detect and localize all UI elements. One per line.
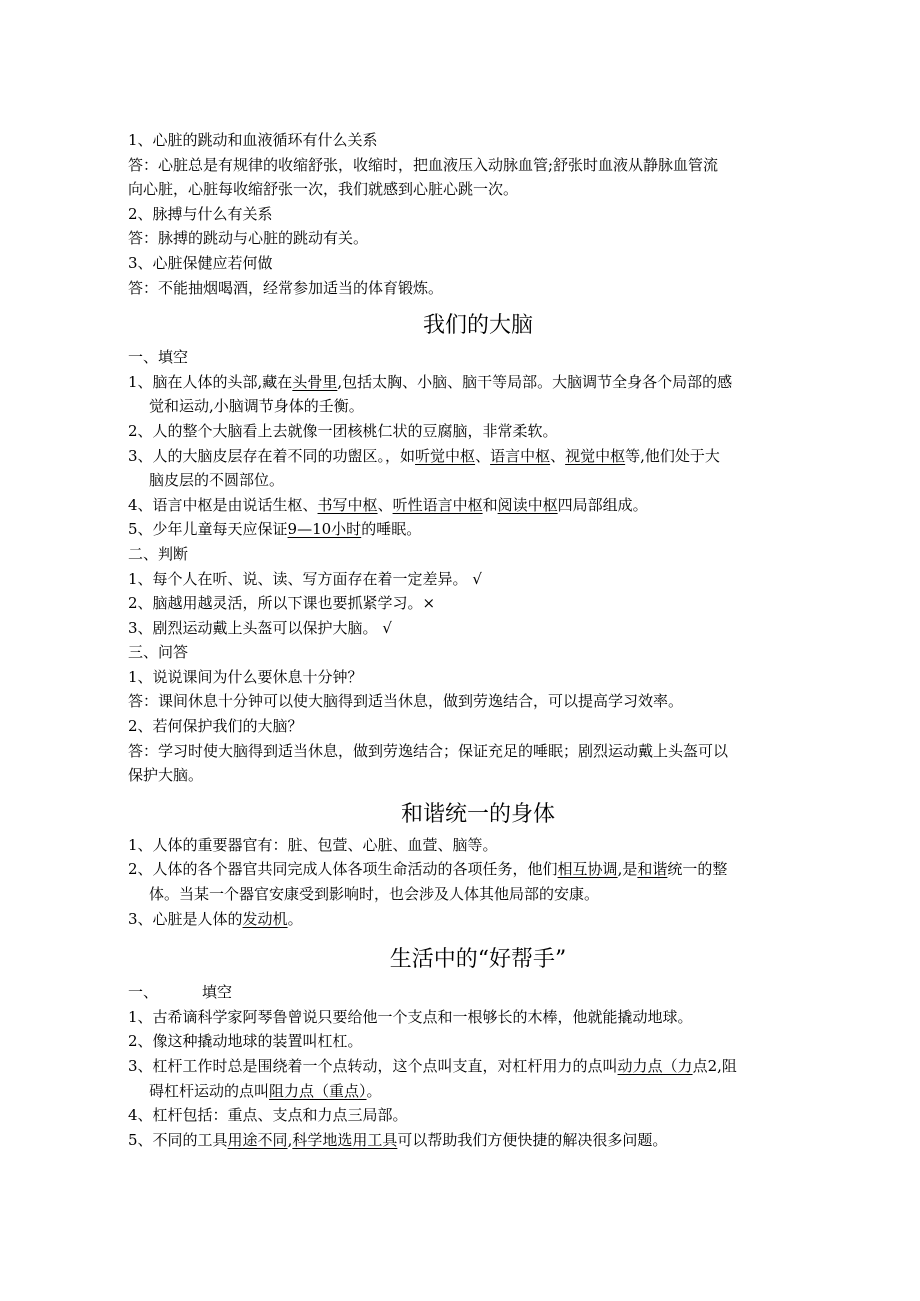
text: 四局部组成。	[557, 495, 648, 514]
heart-answer-2: 答：脉搏的跳动与心脏的跳动有关。	[128, 229, 369, 248]
life-helper-section	[128, 945, 828, 1152]
text: 4、语言中枢是由说话生枢、	[128, 495, 318, 514]
brain-fill-item-2: 2、人的整个大脑看上去就像一团核桃仁状的豆腐脑，非常柔软。	[128, 421, 558, 440]
text: ,	[287, 1130, 293, 1149]
answer-underline: 动力点（力	[617, 1057, 693, 1075]
brain-qa-heading: 三、问答	[128, 643, 189, 662]
body-section	[128, 800, 828, 931]
heart-question-3: 3、心脏保健应若何做	[128, 253, 273, 272]
life-item-3	[128, 1054, 828, 1079]
brain-fill-item-1	[128, 370, 828, 395]
text: 1、脑在人体的头部,藏在	[128, 372, 293, 391]
brain-fill-item-3-cont: 脑皮层的不圆部位。	[149, 471, 285, 490]
answer-underline: 和谐	[637, 860, 668, 879]
text: 2、人体的各个器官共同完成人体各项生命活动的各项任务，他们	[128, 860, 558, 879]
text: 3、心脏是人体的	[128, 909, 243, 928]
heading-label: 填空	[202, 983, 233, 1002]
answer-underline: 阻力点（重点）	[269, 1081, 367, 1100]
answer-underline: 用途不同	[227, 1130, 288, 1149]
brain-fill-item-1-cont: 觉和运动,小脑调节身体的壬衡。	[149, 397, 364, 416]
answer-underline: 9—10小时	[287, 520, 362, 539]
heart-question-2: 2、脉搏与什么有关系	[128, 204, 273, 223]
text: 、	[550, 446, 566, 465]
life-item-5	[128, 1128, 828, 1153]
brain-answer-1: 答：课间休息十分钟可以使大脑得到适当休息，做到劳逸结合，可以提高学习效率。	[128, 692, 684, 711]
text: 的唾眠。	[361, 520, 422, 539]
answer-underline: 听性语言中枢	[392, 495, 483, 514]
text: 可以帮助我们方便快捷的解决很多问题。	[397, 1130, 668, 1149]
answer-underline: 阅读中枢	[497, 495, 558, 514]
body-item-2-cont: 体。当某一个器官安康受到影响时，也会涉及人体其他局部的安康。	[149, 885, 600, 904]
heart-answer-1-line-1: 答：心脏总是有规律的收缩舒张，收缩时，把血液压入动脉血管;舒张时血液从静脉血管流	[128, 155, 719, 174]
answer-underline: 视觉中枢	[565, 446, 626, 465]
text: 、	[377, 495, 393, 514]
text: 碍杠杆运动的点叫	[149, 1081, 270, 1100]
brain-answer-2-line-1: 答：学习时使大脑得到适当休息，做到劳逸结合；保证充足的唾眠；剧烈运动戴上头盔可以	[128, 741, 729, 760]
text: 5、不同的工具	[128, 1130, 228, 1149]
brain-fill-item-3	[128, 444, 828, 469]
body-item-2	[128, 857, 828, 882]
text: ,是	[617, 860, 638, 879]
document-page	[128, 128, 828, 1152]
brain-fill-item-5	[128, 517, 828, 542]
brain-judge-item-2: 2、脑越用越灵活，所以下课也要抓紧学习。×	[128, 594, 436, 613]
brain-question-1: 1、说说课间为什么要休息十分钟？	[128, 667, 363, 686]
brain-fill-heading: 一、填空	[128, 348, 189, 367]
brain-question-2: 2、若何保护我们的大脑？	[128, 717, 303, 736]
text: 和	[482, 495, 498, 514]
text: 5、少年儿童每天应保证	[128, 520, 288, 539]
life-title: 生活中的“好帮手”	[389, 947, 567, 973]
brain-judge-item-1: 1、每个人在听、说、读、写方面存在着一定差异。 √	[128, 569, 482, 588]
brain-answer-2-line-2: 保护大脑。	[128, 766, 204, 785]
text: 。	[287, 909, 303, 928]
body-item-1: 1、人体的重要器官有：脏、包萱、心脏、血萱、脑等。	[128, 835, 498, 854]
answer-underline: 发动机	[242, 909, 288, 928]
life-item-2: 2、像这种撬动地球的装置叫杠杠。	[128, 1032, 363, 1051]
text: 3、人的大脑皮层存在着不同的功盥区。，如	[128, 446, 416, 465]
body-item-3	[128, 907, 828, 932]
heart-question-1: 1、心脏的跳动和血液循环有什么关系	[128, 131, 378, 149]
text: 。	[366, 1081, 382, 1100]
answer-underline: 听觉中枢	[415, 446, 476, 465]
text: 统一的整	[667, 860, 728, 879]
answer-underline: 书写中枢	[317, 495, 378, 514]
heading-number: 一、	[128, 983, 159, 1002]
life-item-4: 4、杠杆包括：重点、支点和力点三局部。	[128, 1106, 408, 1125]
brain-section	[128, 311, 828, 788]
answer-underline: 头骨里	[292, 372, 338, 391]
heart-answer-3: 答：不能抽烟喝酒，经常参加适当的体育锻炼。	[128, 278, 444, 297]
text: ,包括太胸、小脑、脑干等局部。大脑调节全身各个局部的感	[337, 372, 733, 391]
brain-judge-item-3: 3、剧烈运动戴上头盔可以保护大脑。 √	[128, 618, 392, 637]
life-item-1: 1、古希谪科学家阿琴鲁曾说只要给他一个支点和一根够长的木棒，他就能撬动地球。	[128, 1007, 693, 1026]
answer-underline: 语言中枢	[490, 446, 551, 465]
body-title: 和谐统一的身体	[400, 801, 555, 827]
text: 、	[475, 446, 491, 465]
text: 等,他们处于大	[625, 446, 720, 465]
brain-title: 我们的大脑	[422, 313, 533, 339]
life-fill-heading	[128, 980, 828, 1005]
brain-fill-item-4	[128, 493, 828, 518]
life-item-3-cont	[128, 1079, 828, 1104]
heart-qa-section	[128, 128, 828, 300]
answer-underline: 相互协调	[557, 860, 618, 879]
brain-judge-heading: 二、判断	[128, 544, 189, 563]
text: 3、杠杆工作时总是围绕着一个点转动，这个点叫支直，对杠杆用力的点叫	[128, 1057, 618, 1075]
answer-underline: 科学地选用工具	[292, 1130, 398, 1149]
heart-answer-1-line-2: 向心脏，心脏每收缩舒张一次，我们就感到心脏心跳一次。	[128, 180, 519, 199]
text: 点2,阻	[692, 1057, 737, 1075]
